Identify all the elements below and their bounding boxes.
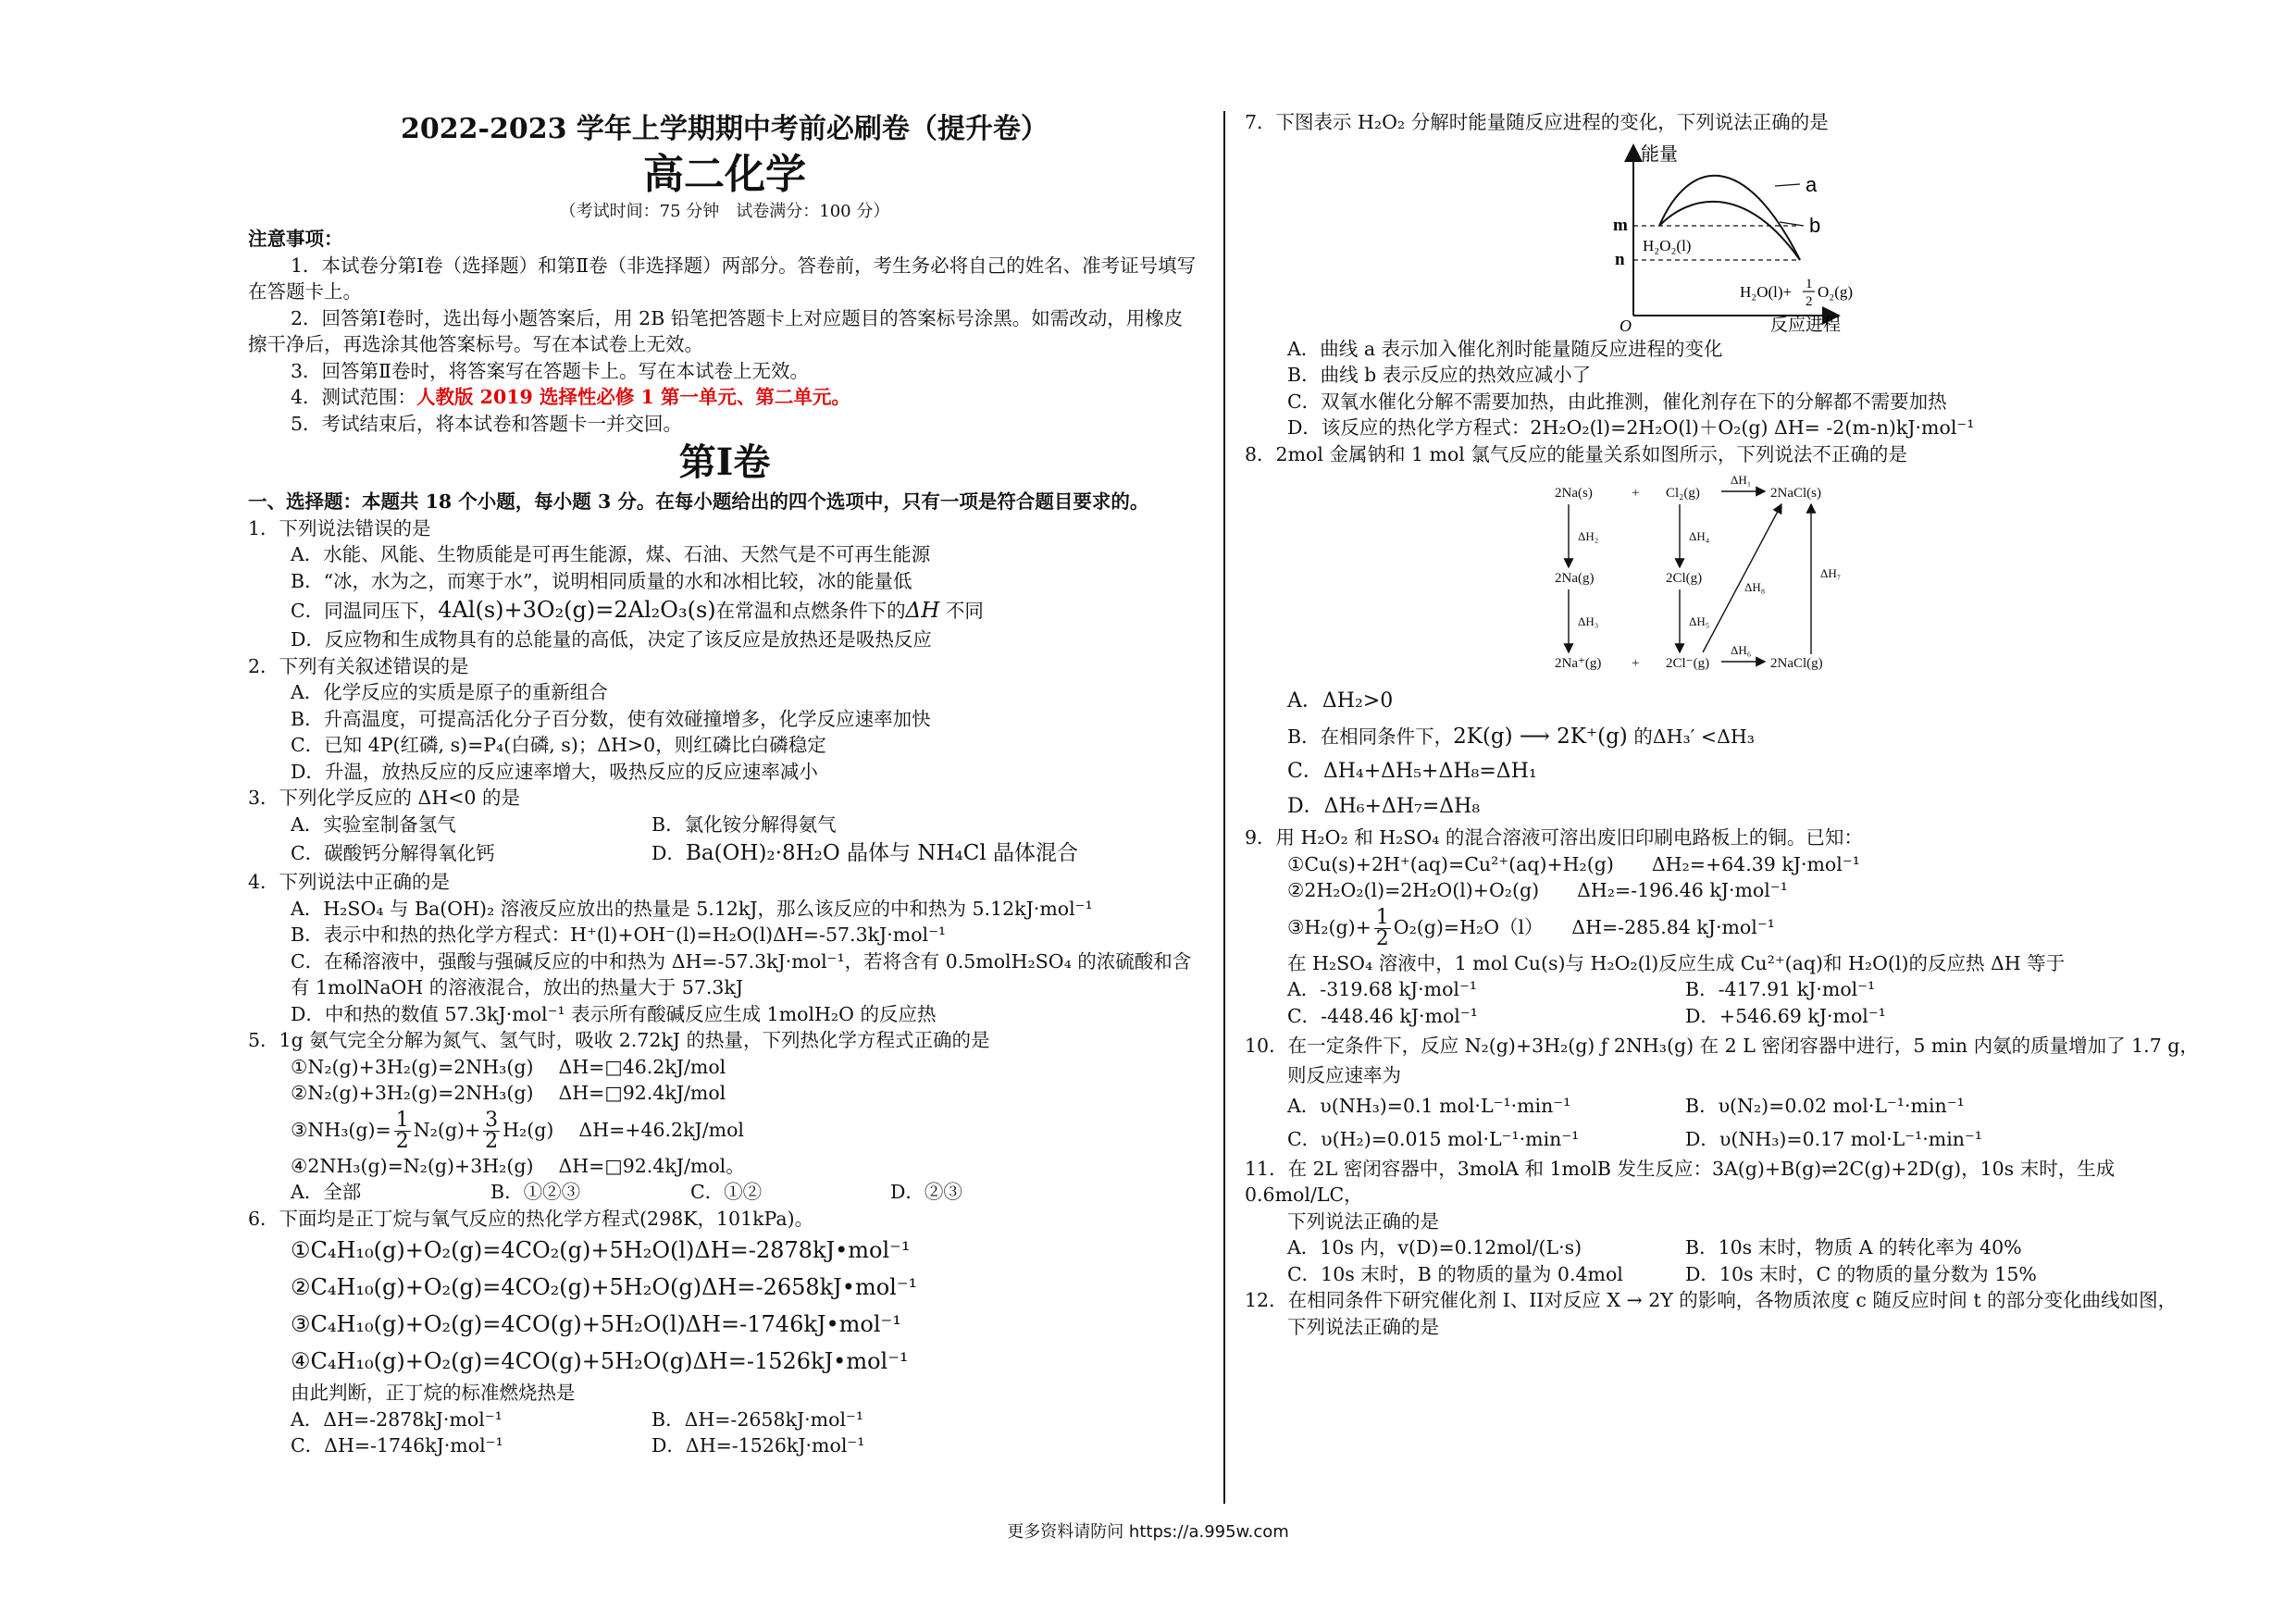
- footer-link[interactable]: 更多资料请防问 https://a.995w.com: [1007, 1522, 1289, 1542]
- curve-a-label: a: [1806, 172, 1818, 196]
- q5-equation-3: [248, 1107, 1201, 1153]
- q10-stem-cont: 则反应速率为: [1287, 1064, 1401, 1086]
- q5-frac2-den: 2: [485, 1129, 499, 1153]
- q5-stem: 5．1g 氨气完全分解为氮气、氢气时，吸收 2.72kJ 的热量，下列热化学方程式正确的是: [248, 1029, 990, 1051]
- notes-heading: 注意事项：: [248, 228, 343, 250]
- subject-title: 高二化学: [643, 151, 806, 198]
- q10-stem: 10．在一定条件下，反应 N₂(g)+3H₂(g) ƒ 2NH₃(g) 在 2 L 密闭容器中进行，5 min 内氨的质量增加了 1.7 g，: [1245, 1035, 2199, 1057]
- q9-frac-den: 2: [1375, 926, 1389, 950]
- q9-option-c: C．-448.46 kJ·mol⁻¹: [1287, 1004, 1478, 1027]
- y-axis-label: 能量: [1641, 143, 1678, 165]
- q5-e3-mid: N₂(g)+: [413, 1118, 481, 1141]
- q1-option-a: A．水能、风能、生物质能是可再生能源，煤、石油、天然气是不可再生能源: [291, 543, 931, 565]
- q5-e3-post: H₂(g) ΔH=+46.2kJ/mol: [503, 1118, 744, 1141]
- q1-stem: 1．下列说法错误的是: [248, 516, 431, 539]
- q6-equation-2: ②C₄H₁₀(g)+O₂(g)=4CO₂(g)+5H₂O(g)ΔH=-2658kJ•mol⁻¹: [291, 1274, 918, 1300]
- na-gas: 2Na(g): [1555, 571, 1595, 586]
- plus-1: +: [1632, 486, 1640, 501]
- born-haber-diagram: [1245, 471, 2216, 680]
- q1-option-b: B．“冰，水为之，而寒于水”，说明相同质量的水和冰相比较，冰的能量低: [291, 569, 912, 592]
- q9-option-b: B．-417.91 kJ·mol⁻¹: [1685, 978, 1876, 1000]
- q5-option-b: B．①②③: [490, 1181, 581, 1203]
- q8-option-a: A．ΔH₂>0: [1287, 689, 1394, 713]
- q2-option-d: D．升温，放热反应的反应速率增大，吸热反应的反应速率减小: [291, 760, 818, 783]
- note-item-2: 2．回答第Ⅰ卷时，选出每小题答案后，用 2B 铅笔把答题卡上对应题目的答案标号涂黑。如需改动，用橡皮擦干净后，再选涂其他答案标号。写在本试卷上无效。: [248, 306, 1184, 355]
- dh8-label: ΔH₈: [1744, 580, 1766, 594]
- q3-stem: 3．下列化学反应的 ΔH<0 的是: [248, 787, 520, 809]
- q9-question: 在 H₂SO₄ 溶液中，1 mol Cu(s)与 H₂O₂(l)反应生成 Cu²⁺(aq)和 H₂O(l)的反应热 ΔH 等于: [1287, 951, 2066, 974]
- q8-b-prefix: B．在相同条件下，: [1287, 725, 1454, 748]
- q5-equation-1: ①N₂(g)+3H₂(g)=2NH₃(g) ΔH=□46.2kJ/mol: [291, 1055, 726, 1078]
- q6-option-c: C．ΔH=-1746kJ·mol⁻¹: [291, 1434, 503, 1457]
- q9-e3-post: O₂(g)=H₂O（l） ΔH=-285.84 kJ·mol⁻¹: [1393, 915, 1775, 938]
- plus-2: +: [1632, 656, 1640, 671]
- q11-option-b: B．10s 末时，物质 A 的转化率为 40%: [1685, 1236, 2022, 1258]
- q10-option-a: A．υ(NH₃)=0.1 mol·L⁻¹·min⁻¹: [1287, 1094, 1571, 1117]
- q8-option-b: [1245, 719, 2216, 754]
- q9-option-a: A．-319.68 kJ·mol⁻¹: [1287, 978, 1478, 1000]
- q6-option-a: A．ΔH=-2878kJ·mol⁻¹: [291, 1407, 503, 1431]
- q9-stem: 9．用 H₂O₂ 和 H₂SO₄ 的混合溶液可溶出废旧印刷电路板上的铜。已知：: [1245, 826, 1863, 849]
- column-divider: [1223, 111, 1225, 1504]
- cl-ion: 2Cl⁻(g): [1666, 656, 1710, 671]
- q5-frac2-num: 3: [485, 1108, 499, 1132]
- dh7-label: ΔH₇: [1820, 566, 1842, 580]
- curve-b-label: b: [1809, 213, 1821, 237]
- question-1: [248, 515, 1201, 653]
- note-item-4-scope: 人教版 2019 选择性必修 1 第一单元、第二单元。: [416, 386, 850, 408]
- q6-equation-3: ③C₄H₁₀(g)+O₂(g)=4CO(g)+5H₂O(l)ΔH=-1746kJ•mol⁻¹: [291, 1311, 901, 1337]
- note-item-3: 3．回答第Ⅱ卷时，将答案写在答题卡上。写在本试卷上无效。: [291, 359, 809, 382]
- q11-stem: 11．在 2L 密闭容器中，3molA 和 1molB 发生反应：3A(g)+B(g)⇌2C(g)+2D(g)，10s 末时，生成 0.6mol/LC，: [1245, 1157, 2116, 1206]
- q5-fraction-1: [394, 1110, 411, 1152]
- q4-option-a: A．H₂SO₄ 与 Ba(OH)₂ 溶液反应放出的热量是 5.12kJ，那么该反应的中和热为 5.12kJ·mol⁻¹: [291, 897, 1093, 920]
- q3-option-d: [652, 837, 1170, 869]
- q5-option-a: A．全部: [291, 1181, 362, 1203]
- q11-option-c: C．10s 末时，B 的物质的量为 0.4mol: [1287, 1262, 1623, 1285]
- q3-d-equation: Ba(OH)₂·8H₂O 晶体与 NH₄Cl 晶体混合: [685, 841, 1078, 865]
- question-11: [1245, 1156, 2216, 1288]
- q5-e3-prefix: ③NH₃(g)=: [291, 1118, 391, 1141]
- dh6-label: ΔH₆: [1731, 643, 1752, 657]
- volume-title: 第Ⅰ卷: [678, 440, 771, 484]
- note-item-5: 5．考试结束后，将本试卷和答题卡一并交回。: [291, 412, 683, 435]
- q3-option-a: A．实验室制备氢气: [291, 812, 456, 836]
- q9-fraction: [1374, 905, 1391, 950]
- question-6: [248, 1206, 1201, 1459]
- question-3: [248, 785, 1201, 869]
- cl-gas: 2Cl(g): [1666, 571, 1703, 586]
- arrow-dh8: [1703, 504, 1781, 652]
- question-12: [1245, 1287, 2216, 1340]
- question-8: [1245, 441, 2216, 825]
- na-ion: 2Na⁺(g): [1555, 656, 1602, 671]
- q10-option-d: D．υ(NH₃)=0.17 mol·L⁻¹·min⁻¹: [1685, 1127, 1983, 1150]
- product-label-post: O₂(g): [1818, 282, 1854, 301]
- q1-c-post: 在常温和点燃条件下的: [715, 600, 906, 622]
- note-item-4: [248, 384, 1201, 411]
- q5-equation-2: ②N₂(g)+3H₂(g)=2NH₃(g) ΔH=□92.4kJ/mol: [291, 1082, 726, 1104]
- product-label-pre: H₂O(l)+: [1740, 282, 1793, 301]
- q11-option-a: A．10s 内，v(D)=0.12mol/(L·s): [1287, 1236, 1582, 1258]
- q9-frac-num: 1: [1375, 905, 1389, 929]
- q5-frac1-den: 2: [395, 1129, 409, 1153]
- reactant-label: H₂O₂(l): [1643, 236, 1692, 254]
- question-4: [248, 869, 1201, 1027]
- q7-option-b: B．曲线 b 表示反应的热效应减小了: [1287, 364, 1592, 386]
- na-solid: 2Na(s): [1555, 486, 1593, 501]
- q8-b-equation: 2K(g) ⟶ 2K⁺(g): [1453, 725, 1628, 749]
- energy-diagram: [1245, 140, 2216, 332]
- q5-frac1-num: 1: [395, 1108, 409, 1132]
- x-axis-label: 反应进程: [1770, 315, 1842, 332]
- q2-option-b: B．升高温度，可提高活化分子百分数，使有效碰撞增多，化学反应速率加快: [291, 707, 931, 730]
- m-label: m: [1613, 215, 1628, 235]
- question-2: [248, 653, 1201, 786]
- q8-option-d: D．ΔH₆+ΔH₇=ΔH₈: [1287, 795, 1481, 818]
- q2-stem: 2．下列有关叙述错误的是: [248, 654, 469, 677]
- right-column: [1245, 109, 2216, 1340]
- q8-option-c: C．ΔH₄+ΔH₅+ΔH₈=ΔH₁: [1287, 760, 1537, 783]
- dh1-label: ΔH₁: [1731, 473, 1752, 487]
- dh5-label: ΔH₅: [1689, 614, 1710, 628]
- q11-option-d: D．10s 末时，C 的物质的量分数为 15%: [1685, 1262, 2037, 1285]
- question-9: [1245, 824, 2216, 1029]
- q1-c-end: 不同: [945, 600, 984, 622]
- dh4-label: ΔH₄: [1689, 529, 1710, 543]
- nacl-solid: 2NaCl(s): [1770, 486, 1821, 501]
- q6-option-d: D．ΔH=-1526kJ·mol⁻¹: [652, 1434, 865, 1457]
- q1-c-dh: ΔH: [905, 599, 940, 623]
- q12-stem: 12．在相同条件下研究催化剂 I、II对反应 X → 2Y 的影响，各物质浓度 c 随反应时间 t 的部分变化曲线如图，: [1245, 1289, 2178, 1311]
- q4-option-d: D．中和热的数值 57.3kJ·mol⁻¹ 表示所有酸碱反应生成 1molH₂O 的反应热: [291, 1002, 937, 1025]
- n-label: n: [1615, 249, 1625, 269]
- q7-option-d: D．该反应的热化学方程式：2H₂O₂(l)=2H₂O(l)＋O₂(g) ΔH= -2(m-n)kJ·mol⁻¹: [1287, 416, 1975, 439]
- question-10: [1245, 1029, 2216, 1156]
- q4-stem: 4．下列说法中正确的是: [248, 871, 451, 893]
- q11-stem-cont: 下列说法正确的是: [1287, 1209, 1439, 1233]
- left-column: [248, 109, 1201, 1459]
- q3-option-c: C．碳酸钙分解得氧化钙: [291, 842, 495, 864]
- q2-option-a: A．化学反应的实质是原子的重新组合: [291, 681, 608, 703]
- note-item-1: 1．本试卷分第Ⅰ卷（选择题）和第Ⅱ卷（非选择题）两部分。答卷前，考生务必将自己的姓名、准考证号填写在答题卡上。: [248, 254, 1197, 303]
- q6-equation-1: ①C₄H₁₀(g)+O₂(g)=4CO₂(g)+5H₂O(l)ΔH=-2878kJ•mol⁻¹: [291, 1237, 911, 1263]
- q1-option-d: D．反应物和生成物具有的总能量的高低，决定了该反应是放热还是吸热反应: [291, 628, 932, 651]
- q8-b-post: 的ΔH₃′ <ΔH₃: [1633, 725, 1755, 748]
- q4-option-b: B．表示中和热的热化学方程式：H⁺(l)+OH⁻(l)=H₂O(l)ΔH=-57.3kJ·mol⁻¹: [291, 924, 947, 946]
- q3-option-b: B．氯化铵分解得氨气: [652, 812, 837, 836]
- q10-option-c: C．υ(H₂)=0.015 mol·L⁻¹·min⁻¹: [1287, 1127, 1580, 1150]
- product-frac-num: 1: [1806, 276, 1813, 291]
- q7-option-a: A．曲线 a 表示加入催化剂时能量随反应进程的变化: [1287, 337, 1723, 360]
- q5-fraction-2: [483, 1110, 500, 1152]
- q9-equation-3: [1245, 904, 2216, 950]
- dh2-label: ΔH₂: [1578, 529, 1599, 543]
- exam-info: （考试时间：75 分钟 试卷满分：100 分）: [559, 202, 890, 221]
- q5-option-d: D．②③: [890, 1181, 962, 1203]
- q9-equation-2: ②2H₂O₂(l)=2H₂O(l)+O₂(g) ΔH₂=-196.46 kJ·mol⁻¹: [1287, 879, 1788, 901]
- product-frac-den: 2: [1806, 293, 1813, 309]
- curve-a-leader: [1775, 184, 1800, 186]
- q6-equation-4: ④C₄H₁₀(g)+O₂(g)=4CO(g)+5H₂O(g)ΔH=-1526kJ•mol⁻¹: [291, 1348, 909, 1374]
- q1-c-prefix: C．同温同压下，: [291, 600, 439, 622]
- q8-stem: 8．2mol 金属钠和 1 mol 氯气反应的能量关系如图所示，下列说法不正确的是: [1245, 442, 1907, 465]
- q5-equation-4: ④2NH₃(g)=N₂(g)+3H₂(g) ΔH=□92.4kJ/mol。: [291, 1154, 745, 1177]
- q1-c-equation: 4Al(s)+3O₂(g)=2Al₂O₃(s): [438, 597, 716, 623]
- q4-option-c: C．在稀溶液中，强酸与强碱反应的中和热为 ΔH=-57.3kJ·mol⁻¹，若将含有 0.5molH₂SO₄ 的浓硫酸和含有 1molNaOH 的溶液混合，放出的热量大于 57.3kJ: [291, 949, 1192, 998]
- question-7: [1245, 109, 2216, 441]
- q5-option-c: C．①②: [690, 1181, 763, 1203]
- q9-e3-prefix: ③H₂(g)+: [1287, 915, 1371, 938]
- q1-option-c: [248, 594, 1201, 626]
- q6-question: 由此判断，正丁烷的标准燃烧热是: [291, 1382, 576, 1404]
- q12-stem-cont: 下列说法正确的是: [1287, 1315, 1439, 1338]
- q7-option-c: C．双氧水催化分解不需要加热，由此推测，催化剂存在下的分解都不需要加热: [1287, 390, 1947, 413]
- nacl-gas: 2NaCl(g): [1770, 656, 1823, 671]
- section-heading: 一、选择题：本题共 18 个小题，每小题 3 分。在每小题给出的四个选项中，只有一项是符合题目要求的。: [248, 490, 1149, 513]
- q10-option-b: B．υ(N₂)=0.02 mol·L⁻¹·min⁻¹: [1685, 1094, 1965, 1117]
- q2-option-c: C．已知 4P(红磷, s)=P₄(白磷, s)；ΔH>0，则红磷比白磷稳定: [291, 734, 826, 756]
- note-item-4-prefix: 4．测试范围：: [291, 386, 417, 408]
- question-5: [248, 1027, 1201, 1206]
- q9-equation-1: ①Cu(s)+2H⁺(aq)=Cu²⁺(aq)+H₂(g) ΔH₂=+64.39 kJ·mol⁻¹: [1287, 852, 1860, 875]
- dh3-label: ΔH₃: [1578, 614, 1599, 628]
- q6-stem: 6．下面均是正丁烷与氧气反应的热化学方程式(298K，101kPa)。: [248, 1207, 814, 1230]
- q6-option-b: B．ΔH=-2658kJ·mol⁻¹: [652, 1407, 864, 1431]
- cl2-gas: Cl₂(g): [1666, 486, 1700, 501]
- origin-label: O: [1620, 316, 1632, 332]
- q3-d-prefix: D．: [652, 842, 686, 864]
- exam-title: 2022-2023 学年上学期期中考前必刷卷（提升卷）: [401, 113, 1049, 145]
- q7-stem: 7．下图表示 H₂O₂ 分解时能量随反应进程的变化，下列说法正确的是: [1245, 111, 1829, 133]
- q9-option-d: D．+546.69 kJ·mol⁻¹: [1685, 1004, 1886, 1027]
